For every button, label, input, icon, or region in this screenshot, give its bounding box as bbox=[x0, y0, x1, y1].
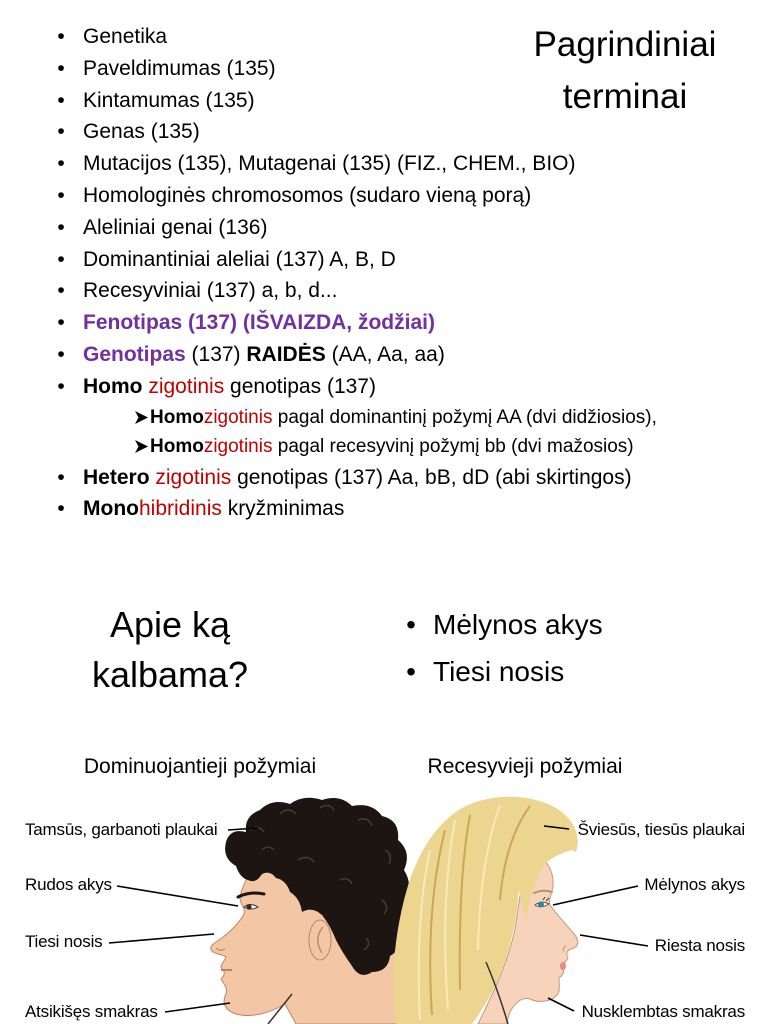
term-text: (AA, Aa, aa) bbox=[325, 342, 445, 366]
bullet-icon bbox=[54, 307, 68, 339]
question-title-line-2: kalbama? bbox=[91, 654, 249, 695]
girl-lips bbox=[560, 962, 566, 970]
term-text: kryžminimas bbox=[221, 497, 345, 521]
point-text: Tiesi nosis bbox=[433, 656, 565, 687]
pointer-line-upturned-nose bbox=[580, 935, 648, 946]
term-text: (137) bbox=[185, 342, 247, 366]
term-text: Aleliniai genai (136) bbox=[83, 215, 268, 239]
bullet-icon bbox=[54, 339, 68, 371]
term-text: genotipas (137) Aa, bB, dD (abi skirtingos) bbox=[231, 465, 632, 489]
term-root: hibridinis bbox=[138, 497, 222, 521]
girl-head-illustration bbox=[393, 797, 578, 1024]
term-text: Mutacijos (135), Mutagenai (135) (FIZ., CHEM., BIO) bbox=[83, 152, 576, 176]
bullet-icon bbox=[54, 53, 68, 85]
term-item bbox=[55, 244, 657, 276]
bullet-icon bbox=[405, 648, 417, 695]
bullet-icon bbox=[54, 244, 68, 276]
term-keyword-bold: RAIDĖS bbox=[246, 342, 326, 366]
sub-item bbox=[55, 432, 657, 462]
term-text: pagal recesyvinį požymį bb (dvi mažosios) bbox=[272, 436, 634, 458]
term-text: Dominantiniai aleliai (137) A, B, D bbox=[83, 247, 396, 271]
term-prefix: Homo bbox=[150, 436, 204, 458]
bullet-icon bbox=[54, 371, 68, 403]
term-item-homozygous bbox=[55, 371, 657, 403]
recessive-trait-chin: Nusklembtas smakras bbox=[581, 1002, 745, 1021]
term-text: Kintamumas (135) bbox=[83, 88, 255, 112]
term-item bbox=[55, 180, 657, 212]
sub-item bbox=[55, 403, 657, 433]
pointer-line-blue-eyes bbox=[553, 886, 638, 905]
term-item bbox=[55, 53, 657, 85]
term-text: Paveldimumas (135) bbox=[83, 56, 276, 80]
dominant-trait-hair: Tamsūs, garbanoti plaukai bbox=[25, 820, 218, 839]
term-item bbox=[55, 212, 657, 244]
term-text: Genetika bbox=[83, 25, 168, 48]
terms-title-line-1: Pagrindiniai bbox=[533, 25, 717, 64]
term-item bbox=[55, 148, 657, 180]
terms-list bbox=[55, 21, 657, 525]
term-item bbox=[55, 116, 657, 148]
bullet-icon bbox=[405, 601, 417, 648]
recessive-traits-heading: Recesyvieji požymiai bbox=[427, 755, 623, 778]
question-title bbox=[40, 600, 300, 700]
term-item-heterozygous bbox=[55, 462, 657, 494]
term-root: zigotinis bbox=[142, 374, 225, 398]
bullet-icon bbox=[54, 212, 68, 244]
bullet-icon bbox=[54, 116, 68, 148]
recessive-trait-hair: Šviesūs, tiesūs plaukai bbox=[577, 820, 745, 839]
terms-title-line-2: terminai bbox=[562, 77, 688, 116]
term-text: Recesyviniai (137) a, b, d... bbox=[83, 279, 338, 303]
pointer-line-straight-nose bbox=[109, 934, 214, 943]
term-item-genotype bbox=[55, 339, 657, 371]
term-keyword: Genotipas bbox=[83, 342, 186, 366]
dominant-trait-nose: Tiesi nosis bbox=[25, 932, 103, 951]
bullet-icon bbox=[54, 493, 68, 525]
term-root: zigotinis bbox=[149, 465, 232, 489]
dominant-traits-heading: Dominuojantieji požymiai bbox=[83, 755, 317, 778]
pointer-line-protruding-chin bbox=[165, 1003, 230, 1012]
term-prefix: Homo bbox=[83, 374, 143, 398]
term-prefix: Hetero bbox=[83, 465, 150, 489]
point-item bbox=[405, 601, 603, 648]
term-item-monohybrid bbox=[55, 493, 657, 525]
girl-iris bbox=[538, 902, 544, 908]
bullet-icon bbox=[54, 21, 68, 53]
term-item bbox=[55, 275, 657, 307]
pointer-line-brown-eyes bbox=[117, 886, 238, 906]
term-prefix: Homo bbox=[150, 406, 204, 428]
pointer-line-receding-chin bbox=[548, 998, 574, 1011]
bullet-icon bbox=[54, 275, 68, 307]
term-item-phenotype bbox=[55, 307, 657, 339]
recessive-trait-eyes: Mėlynos akys bbox=[644, 875, 745, 894]
bullet-icon bbox=[54, 85, 68, 117]
bullet-icon bbox=[54, 148, 68, 180]
bullet-icon bbox=[54, 462, 68, 494]
term-root: zigotinis bbox=[203, 436, 273, 458]
term-root: zigotinis bbox=[203, 406, 273, 428]
question-points bbox=[405, 601, 603, 695]
term-item bbox=[55, 85, 657, 117]
arrow-bullet-icon bbox=[135, 440, 148, 453]
term-prefix: Mono bbox=[83, 497, 139, 521]
term-text: genotipas (137) bbox=[224, 374, 376, 398]
point-item bbox=[405, 648, 603, 695]
boy-ear bbox=[309, 920, 331, 960]
point-text: Mėlynos akys bbox=[433, 609, 603, 640]
term-text: Homologinės chromosomos (sudaro vieną porą) bbox=[83, 183, 532, 207]
term-text: pagal dominantinį požymį AA (dvi didžiosios), bbox=[272, 406, 657, 428]
boy-iris bbox=[246, 904, 251, 909]
dominant-trait-chin: Atsikišęs smakras bbox=[25, 1002, 158, 1021]
term-text-highlight: Fenotipas (137) (IŠVAIZDA, žodžiai) bbox=[83, 311, 435, 335]
arrow-bullet-icon bbox=[135, 411, 148, 424]
dominant-trait-eyes: Rudos akys bbox=[25, 875, 112, 894]
question-title-line-1: Apie ką bbox=[109, 604, 231, 645]
term-item bbox=[55, 21, 657, 53]
boy-head-illustration bbox=[211, 798, 409, 1024]
recessive-trait-nose: Riesta nosis bbox=[654, 936, 745, 955]
bullet-icon bbox=[54, 180, 68, 212]
term-text: Genas (135) bbox=[83, 120, 200, 144]
